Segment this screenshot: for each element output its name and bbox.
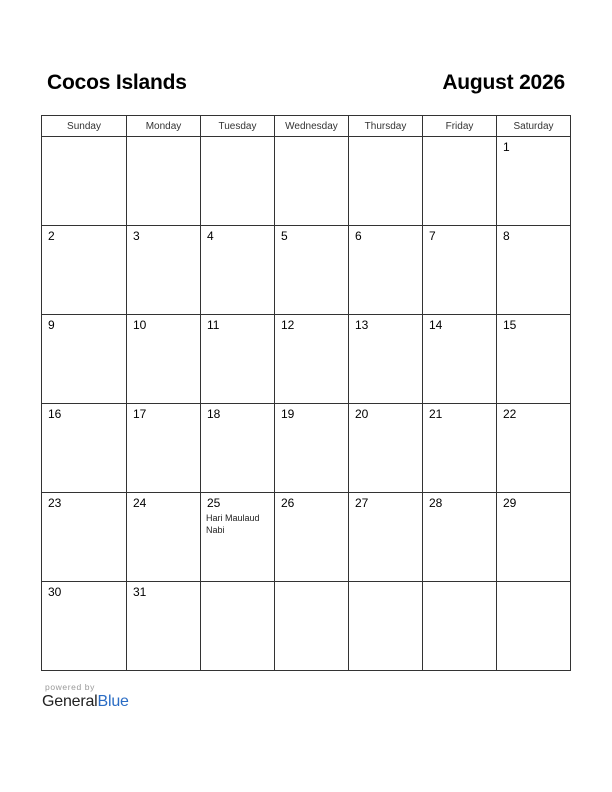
day-number: 16 [48,407,62,421]
day-cell [423,137,497,226]
day-cell [497,137,571,226]
day-number: 5 [281,229,288,243]
day-number [497,582,570,586]
day-cell [275,315,349,404]
weekday-header: Saturday [497,116,571,137]
day-number [127,137,200,141]
generalblue-logo[interactable] [42,693,129,711]
day-cell [42,493,127,582]
week-row [42,582,571,671]
week-row [42,404,571,493]
day-cell [127,582,201,671]
day-number: 27 [355,496,369,510]
day-cell [201,226,275,315]
day-cell [127,404,201,493]
day-number: 13 [355,318,369,332]
day-number: 10 [133,318,147,332]
day-number: 11 [207,318,220,332]
day-number [349,582,422,586]
day-number [201,582,274,586]
day-cell [349,226,423,315]
calendar-country-title: Cocos Islands [47,71,187,94]
day-number: 31 [133,585,147,599]
day-number: 12 [281,318,295,332]
day-cell [275,404,349,493]
weekday-header-row [42,116,571,137]
day-cell [201,404,275,493]
weekday-header: Thursday [349,116,423,137]
day-number: 8 [503,229,510,243]
day-cell [497,493,571,582]
day-number [349,137,422,141]
weekday-header: Wednesday [275,116,349,137]
weekday-header: Sunday [42,116,127,137]
day-number [201,137,274,141]
day-cell [349,582,423,671]
logo-general-text: General [42,693,98,710]
day-number [42,137,126,141]
calendar-month-title: August 2026 [442,71,565,94]
weekday-header: Tuesday [201,116,275,137]
day-cell [349,404,423,493]
day-number: 1 [503,140,510,154]
day-number: 4 [207,229,214,243]
day-number: 9 [48,318,55,332]
day-number: 3 [133,229,140,243]
day-cell [127,226,201,315]
weekday-header: Friday [423,116,497,137]
weekday-header: Monday [127,116,201,137]
day-number: 21 [429,407,443,421]
day-number: 24 [133,496,147,510]
day-cell [127,315,201,404]
day-cell [42,315,127,404]
day-cell [275,226,349,315]
day-number: 14 [429,318,443,332]
calendar-grid [41,115,571,671]
week-row [42,493,571,582]
day-number: 2 [48,229,55,243]
day-cell [42,137,127,226]
day-number [423,137,496,141]
day-number: 20 [355,407,369,421]
day-cell [349,137,423,226]
day-cell [497,315,571,404]
footer-branding [42,682,129,711]
day-cell [275,493,349,582]
day-cell [423,582,497,671]
day-cell [42,226,127,315]
day-cell [423,493,497,582]
day-cell [497,226,571,315]
day-cell [349,493,423,582]
day-number: 22 [503,407,517,421]
day-number: 29 [503,496,517,510]
day-cell [201,582,275,671]
day-cell [201,315,275,404]
day-number [275,582,348,586]
holiday-label: Hari Maulaud Nabi [206,513,260,535]
day-cell [423,226,497,315]
powered-by-text: powered by [45,682,95,692]
day-cell [423,315,497,404]
day-number: 7 [429,229,436,243]
day-number: 30 [48,585,62,599]
week-row [42,137,571,226]
logo-blue-text: Blue [97,693,129,710]
day-number: 26 [281,496,295,510]
week-row [42,226,571,315]
day-cell [42,404,127,493]
day-cell [497,582,571,671]
day-number: 6 [355,229,362,243]
day-number: 18 [207,407,221,421]
day-cell [423,404,497,493]
day-cell [275,582,349,671]
day-number [275,137,348,141]
day-number: 15 [503,318,517,332]
day-number: 19 [281,407,295,421]
day-cell [349,315,423,404]
day-cell [127,493,201,582]
day-cell [42,582,127,671]
day-cell [201,493,275,582]
day-number [423,582,496,586]
day-number: 23 [48,496,62,510]
day-number: 25 [207,496,221,510]
day-number: 28 [429,496,443,510]
day-cell [275,137,349,226]
day-cell [497,404,571,493]
day-cell [127,137,201,226]
day-cell [201,137,275,226]
day-number: 17 [133,407,147,421]
week-row [42,315,571,404]
